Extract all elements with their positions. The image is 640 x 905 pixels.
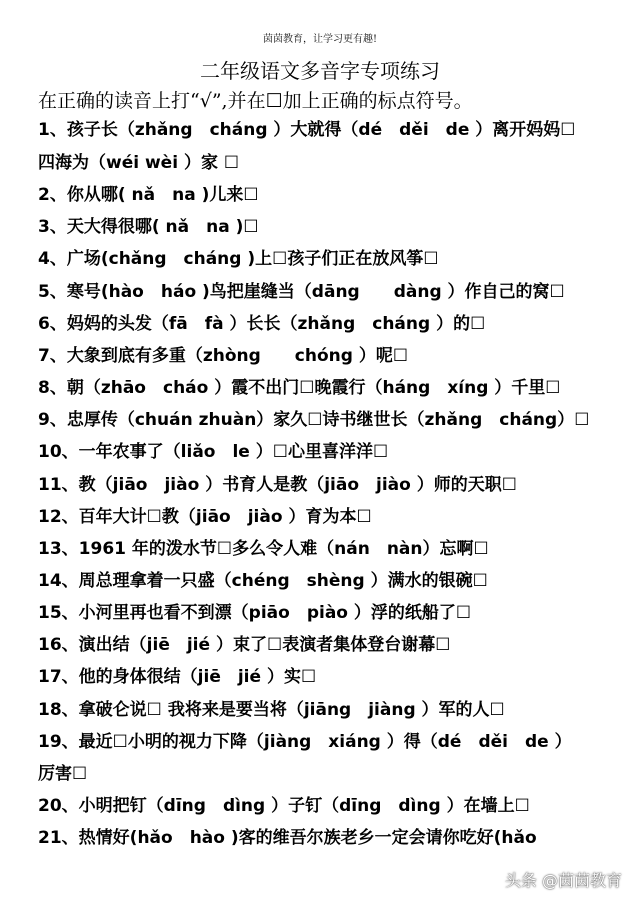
header-tag: 茵茵教育，让学习更有趣! [262, 34, 378, 45]
exercise-item [38, 666, 630, 688]
item-number: 10、 [38, 442, 79, 462]
item-number: 12、 [38, 507, 79, 527]
item-number: 20、 [38, 796, 79, 816]
item-text: 大象到底有多重（zhòng chóng ）呢☐ [66, 346, 409, 366]
item-text: 小明把钉（dīng dìng ）子钉（dīng dìng ）在墙上☐ [78, 796, 530, 816]
item-text: 拿破仑说☐ 我将来是要当将（jiāng jiàng ）军的人☐ [78, 700, 505, 720]
item-number: 11、 [38, 475, 79, 495]
item-text: 演出结（jiē jié ）束了☐表演者集体登台谢幕☐ [78, 635, 451, 655]
item-number: 16、 [38, 635, 79, 655]
item-text: 妈妈的头发（fā fà ）长长（zhǎng cháng ）的☐ [66, 314, 486, 334]
item-number: 21、 [38, 828, 79, 848]
item-number: 19、 [38, 732, 79, 752]
exercise-item [38, 795, 630, 817]
item-number: 8、 [38, 378, 67, 398]
item-text: 厉害☐ [38, 764, 88, 784]
item-number: 14、 [38, 571, 79, 591]
item-text: 朝（zhāo cháo ）霞不出门☐晚霞行（háng xíng ）千里☐ [66, 378, 561, 398]
item-number: 2、 [38, 185, 67, 205]
watermark: 头条 @茵茵教育 [504, 871, 622, 890]
item-text: 小河里再也看不到漂（piāo piào ）浮的纸船了☐ [78, 603, 472, 623]
item-text: 天大得很哪( nǎ na )☐ [66, 217, 259, 237]
exercise-item [38, 763, 630, 785]
exercise-item [38, 570, 630, 592]
item-text: 他的身体很结（jiē jié ）实☐ [78, 667, 317, 687]
item-text: 1961 年的泼水节☐多么令人难（nán nàn）忘啊☐ [78, 539, 489, 559]
exercise-item [38, 699, 630, 721]
exercise-item [38, 538, 630, 560]
item-text: 你从哪( nǎ na )儿来☐ [66, 185, 259, 205]
item-text: 忠厚传（chuán zhuàn）家久☐诗书继世长（zhǎng cháng）☐ [66, 410, 590, 430]
item-number: 13、 [38, 539, 79, 559]
item-text: 百年大计☐教（jiāo jiào ）育为本☐ [78, 507, 372, 527]
item-number: 6、 [38, 314, 67, 334]
exercise-item [38, 441, 630, 463]
exercise-item [38, 184, 630, 206]
exercise-item [38, 474, 630, 496]
exercise-item [38, 377, 630, 399]
item-number: 1、 [38, 120, 67, 140]
exercise-item [38, 313, 630, 335]
item-number: 17、 [38, 667, 79, 687]
item-text: 广场(chǎng cháng )上☐孩子们正在放风筝☐ [66, 249, 439, 269]
exercise-item [38, 506, 630, 528]
page-title: 二年级语文多音字专项练习 [200, 59, 440, 83]
exercise-item [38, 634, 630, 656]
item-text: 最近☐小明的视力下降（jiàng xiáng ）得（dé děi de ） [78, 732, 572, 752]
item-number: 3、 [38, 217, 67, 237]
item-number: 5、 [38, 282, 67, 302]
exercise-item [38, 119, 630, 141]
item-text: 教（jiāo jiào ）书育人是教（jiāo jiào ）师的天职☐ [78, 475, 517, 495]
exercise-item [38, 731, 630, 753]
item-number: 9、 [38, 410, 67, 430]
item-text: 周总理拿着一只盛（chéng shèng ）满水的银碗☐ [78, 571, 488, 591]
item-text: 四海为（wéi wèi ）家 ☐ [38, 153, 240, 173]
item-text: 热情好(hǎo hào )客的维吾尔族老乡一定会请你吃好(hǎo [78, 828, 537, 848]
exercise-item [38, 216, 630, 238]
item-number: 15、 [38, 603, 79, 623]
item-number: 4、 [38, 249, 67, 269]
exercise-item [38, 409, 630, 431]
item-text: 孩子长（zhǎng cháng ）大就得（dé děi de ）离开妈妈☐ [66, 120, 576, 140]
item-number: 7、 [38, 346, 67, 366]
exercise-item [38, 152, 630, 174]
exercise-item [38, 248, 630, 270]
exercise-item [38, 827, 630, 849]
exercise-item [38, 602, 630, 624]
exercise-item [38, 345, 630, 367]
item-number: 18、 [38, 700, 79, 720]
item-text: 寒号(hào háo )鸟把崖缝当（dāng dàng ）作自己的窝☐ [66, 282, 565, 302]
exercise-item [38, 281, 630, 303]
instruction-text: 在正确的读音上打“√”,并在☐加上正确的标点符号。 [38, 90, 473, 112]
item-text: 一年农事了（liǎo le ）☐心里喜洋洋☐ [78, 442, 389, 462]
